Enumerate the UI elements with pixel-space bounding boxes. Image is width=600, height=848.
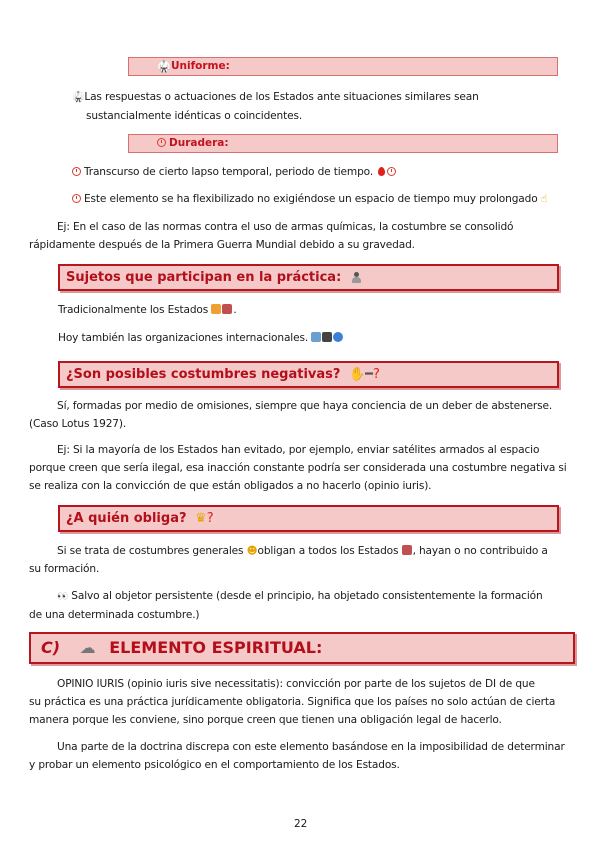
- section-letter: C): [41, 638, 61, 657]
- negativas-paragraph-2: Ej: Si la mayoría de los Estados han evitado, por ejemplo, enviar satélites armados al espacio porque creen que sería ilegal, esa inacción constante podría ser considerada una costumbre negativa si se realiza con la convicción de que están obligados a no hacerlo (opinio iuris).: [29, 444, 567, 492]
- duradera-item-1: Transcurso de cierto lapso temporal, periodo de tiempo.: [72, 163, 572, 181]
- question-mark-icon: ?: [372, 367, 380, 382]
- uniforme-text: 🥋Las respuestas o actuaciones de los Estados ante situaciones similares sean sustancialmente idénticas o coincidentes.: [72, 91, 479, 122]
- duradera-item-2: Este elemento se ha flexibilizado no exigiéndose un espacio de tiempo muy prolongado ☝: [72, 190, 582, 208]
- flags-icon: [402, 545, 412, 555]
- sujetos-line-1: Tradicionalmente los Estados .: [58, 304, 237, 316]
- espiritual-paragraph-2: Una parte de la doctrina discrepa con este elemento basándose en la imposibilidad de determinar y probar un elemento psicológico en el comportamiento de los Estados.: [29, 741, 565, 771]
- page-number: 22: [294, 818, 308, 830]
- thumbs-down-icon: ✋: [348, 367, 366, 382]
- alarm-clock-icon: [72, 167, 81, 176]
- obliga-heading: ¿A quién obliga?: [66, 511, 187, 526]
- espiritual-heading-box: [29, 632, 575, 664]
- sujetos-line-2: Hoy también las organizaciones internacionales.: [58, 329, 558, 347]
- ghost-icon: ☁: [79, 638, 96, 657]
- drop-icon: [378, 167, 385, 176]
- person-icon: [352, 272, 361, 283]
- duradera-heading: Duradera:: [169, 137, 229, 149]
- espiritual-paragraph-1: OPINIO IURIS (opinio iuris sive necessitatis): convicción por parte de los sujetos de DI de que su práctica es una práctica jurídicamente obligatoria. Significa que los países no solo actúan de cierta manera porque les conviene, sino porque creen que tienen una obligación legal de hacerlo.: [29, 678, 556, 726]
- obliga-heading-box: [58, 505, 559, 532]
- alarm-clock-icon: [157, 138, 166, 147]
- obliga-paragraph-1: Si se trata de costumbres generales ☻obligan a todos los Estados , hayan o no contribuido a su formación.: [29, 542, 577, 578]
- duradera-example: Ej: En el caso de las normas contra el uso de armas químicas, la costumbre se consolidó rápidamente después de la Primera Guerra Mundial debido a su gravedad.: [29, 221, 514, 251]
- rewind-icon: [211, 304, 221, 314]
- minus-icon: ━: [365, 367, 373, 382]
- uniforme-heading-box: [128, 57, 558, 76]
- sujetos-heading-box: [58, 264, 559, 291]
- obliga-paragraph-2: 👀 Salvo al objetor persistente (desde el principio, ha objetado consistentemente la formación de una determinada costumbre.): [29, 590, 543, 621]
- smiley-icon: ☻: [246, 545, 258, 557]
- duradera-heading-box: [128, 134, 558, 153]
- martial-arts-uniform-icon: 🥋: [72, 92, 85, 103]
- alarm-clock-icon: [387, 167, 396, 176]
- martial-arts-uniform-icon: 🥋: [157, 60, 171, 73]
- question-mark-icon: ?: [206, 511, 214, 526]
- negativas-heading: ¿Son posibles costumbres negativas?: [66, 367, 341, 382]
- uniforme-heading: Uniforme:: [171, 60, 230, 72]
- flag-icon: [222, 304, 232, 314]
- judge-icon: ♛: [195, 511, 207, 526]
- phone-icon: [322, 332, 332, 342]
- negativas-paragraph-1: Sí, formadas por medio de omisiones, siempre que haya conciencia de un deber de abstenerse. (Caso Lotus 1927).: [29, 400, 553, 430]
- negativas-heading-box: [58, 361, 559, 388]
- globe-icon: [333, 332, 343, 342]
- alarm-clock-icon: [72, 194, 81, 203]
- building-icon: [311, 332, 321, 342]
- pointing-hand-icon: ☝: [540, 193, 548, 205]
- eyes-icon: 👀: [57, 592, 69, 602]
- espiritual-heading: ELEMENTO ESPIRITUAL:: [109, 638, 323, 657]
- sujetos-heading: Sujetos que participan en la práctica:: [66, 270, 342, 285]
